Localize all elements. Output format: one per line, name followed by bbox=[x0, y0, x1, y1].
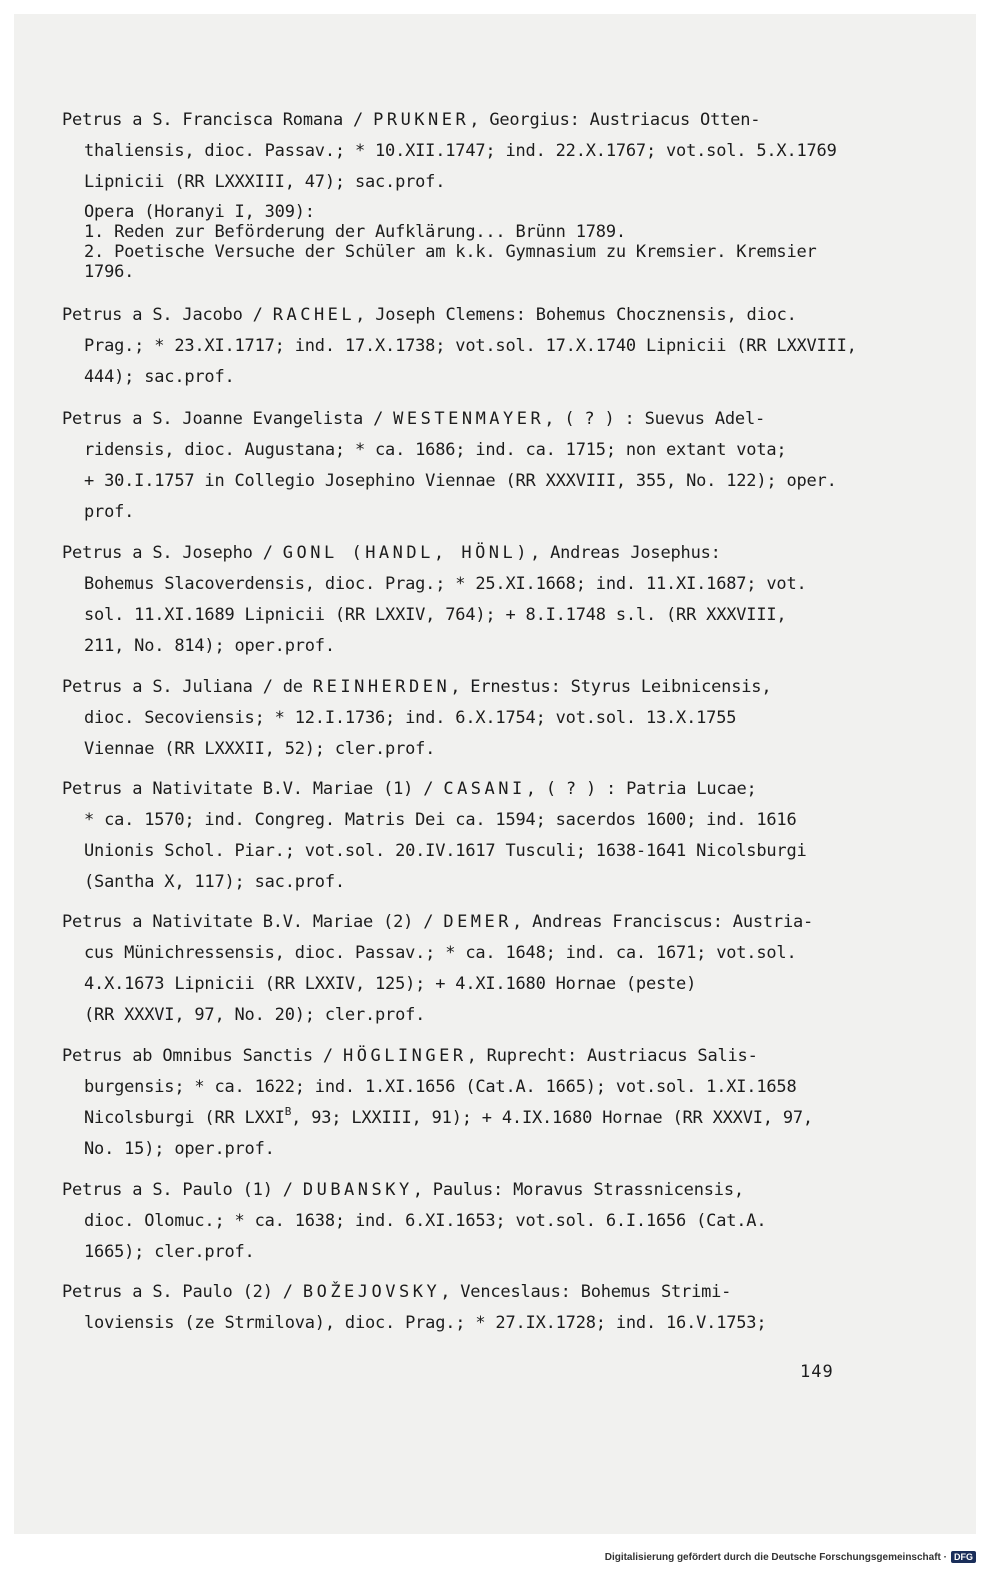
entry-text: , Andreas Franciscus: Austria- bbox=[512, 912, 814, 932]
entry-bozejovsky bbox=[62, 1277, 872, 1339]
footer-text: Digitalisierung gefördert durch die Deutsche Forschungsgemeinschaft · bbox=[604, 1551, 947, 1563]
entry-line: Bohemus Slacoverdensis, dioc. Prag.; * 25.XI.1668; ind. 11.XI.1687; vot. bbox=[84, 574, 807, 594]
entry-text: , Ernestus: Styrus Leibnicensis, bbox=[450, 677, 772, 697]
entry-text: , Paulus: Moravus Strassnicensis, bbox=[412, 1180, 744, 1200]
dfg-logo-icon: DFG bbox=[951, 1551, 976, 1563]
entry-text: , 93; LXXIII, 91); + 4.IX.1680 Hornae (RR XXXVI, 97, bbox=[291, 1108, 813, 1128]
surname: CASANI bbox=[443, 779, 526, 799]
superscript: B bbox=[284, 1105, 292, 1118]
entry-heading: Petrus ab Omnibus Sanctis / bbox=[62, 1046, 343, 1066]
entry-line bbox=[62, 538, 872, 569]
entry-line: ridensis, dioc. Augustana; * ca. 1686; ind. ca. 1715; non extant vota; bbox=[84, 440, 787, 460]
entry-heading: Petrus a S. Joanne Evangelista / bbox=[62, 409, 394, 429]
entry-line bbox=[62, 1103, 872, 1134]
entry-line: 1665); cler.prof. bbox=[84, 1242, 255, 1262]
entry-text: , ( ? ) : Patria Lucae; bbox=[525, 779, 757, 799]
surname: GONL (HANDL, HÖNL) bbox=[282, 543, 531, 563]
entry-dubansky bbox=[62, 1175, 872, 1268]
surname: DEMER bbox=[443, 912, 513, 932]
entry-text: , Andreas Josephus: bbox=[530, 543, 721, 563]
entry-line: 444); sac.prof. bbox=[84, 367, 235, 387]
entry-heading: Petrus a S. Josepho / bbox=[62, 543, 283, 563]
surname: WESTENMAYER bbox=[393, 409, 545, 429]
entry-line: loviensis (ze Strmilova), dioc. Prag.; * 27.IX.1728; ind. 16.V.1753; bbox=[84, 1313, 767, 1333]
entry-line: (Santha X, 117); sac.prof. bbox=[84, 872, 345, 892]
entry-reinherden bbox=[62, 672, 872, 765]
entry-line: No. 15); oper.prof. bbox=[84, 1139, 275, 1159]
entry-line bbox=[62, 1041, 872, 1072]
page-number: 149 bbox=[800, 1362, 834, 1382]
entry-line: dioc. Secoviensis; * 12.I.1736; ind. 6.X.1754; vot.sol. 13.X.1755 bbox=[84, 708, 737, 728]
entry-heading: Petrus a S. Paulo (2) / bbox=[62, 1282, 303, 1302]
entry-text: , Georgius: Austriacus Otten- bbox=[469, 110, 761, 130]
entry-line: (RR XXXVI, 97, No. 20); cler.prof. bbox=[84, 1005, 426, 1025]
entry-line bbox=[62, 1277, 872, 1308]
entry-line bbox=[62, 907, 872, 938]
entry-casani bbox=[62, 774, 872, 898]
opera-heading: Opera (Horanyi I, 309): bbox=[84, 202, 315, 222]
entry-line: + 30.I.1757 in Collegio Josephino Viennae (RR XXXVIII, 355, No. 122); oper. bbox=[84, 471, 837, 491]
entry-line: * ca. 1570; ind. Congreg. Matris Dei ca. 1594; sacerdos 1600; ind. 1616 bbox=[84, 810, 797, 830]
entry-text: , Joseph Clemens: Bohemus Chocznensis, dioc. bbox=[355, 305, 797, 325]
entry-line bbox=[62, 1175, 872, 1206]
entry-line: 211, No. 814); oper.prof. bbox=[84, 636, 335, 656]
surname: PRUKNER bbox=[373, 110, 470, 130]
entry-line bbox=[62, 105, 872, 136]
entry-line: prof. bbox=[84, 502, 135, 522]
entry-line bbox=[62, 300, 872, 331]
opera-item: 2. Poetische Versuche der Schüler am k.k. Gymnasium zu Kremsier. Kremsier bbox=[84, 242, 817, 262]
entry-line bbox=[62, 774, 872, 805]
entry-line: Unionis Schol. Piar.; vot.sol. 20.IV.1617 Tusculi; 1638-1641 Nicolsburgi bbox=[84, 841, 807, 861]
surname: HÖGLINGER bbox=[342, 1046, 467, 1066]
entry-line bbox=[62, 672, 872, 703]
entry-line: 4.X.1673 Lipnicii (RR LXXIV, 125); + 4.XI.1680 Hornae (peste) bbox=[84, 974, 697, 994]
entry-line: Viennae (RR LXXXII, 52); cler.prof. bbox=[84, 739, 436, 759]
surname: DUBANSKY bbox=[302, 1180, 413, 1200]
entry-line: sol. 11.XI.1689 Lipnicii (RR LXXIV, 764); + 8.I.1748 s.l. (RR XXXVIII, bbox=[84, 605, 787, 625]
entry-line: dioc. Olomuc.; * ca. 1638; ind. 6.XI.1653; vot.sol. 6.I.1656 (Cat.A. bbox=[84, 1211, 767, 1231]
entry-text: , ( ? ) : Suevus Adel- bbox=[544, 409, 766, 429]
entry-gonl bbox=[62, 538, 872, 662]
entry-line: burgensis; * ca. 1622; ind. 1.XI.1656 (Cat.A. 1665); vot.sol. 1.XI.1658 bbox=[84, 1077, 797, 1097]
entry-heading: Petrus a S. Paulo (1) / bbox=[62, 1180, 303, 1200]
surname: BOŽEJOVSKY bbox=[302, 1282, 441, 1302]
entry-line: Lipnicii (RR LXXXIII, 47); sac.prof. bbox=[84, 172, 446, 192]
entry-heading: Petrus a S. Francisca Romana / bbox=[62, 110, 374, 130]
entry-heading: Petrus a S. Jacobo / bbox=[62, 305, 273, 325]
surname: REINHERDEN bbox=[312, 677, 451, 697]
entry-text: , Venceslaus: Bohemus Strimi- bbox=[440, 1282, 732, 1302]
entry-pruckner bbox=[62, 105, 872, 282]
opera-item: 1796. bbox=[84, 262, 135, 282]
entry-rachel bbox=[62, 300, 872, 393]
entry-line: Prag.; * 23.XI.1717; ind. 17.X.1738; vot.sol. 17.X.1740 Lipnicii (RR LXXVIII, bbox=[84, 336, 857, 356]
entry-text: , Ruprecht: Austriacus Salis- bbox=[466, 1046, 758, 1066]
entry-line bbox=[62, 404, 872, 435]
entry-line: cus Münichressensis, dioc. Passav.; * ca. 1648; ind. ca. 1671; vot.sol. bbox=[84, 943, 797, 963]
entry-hoglinger bbox=[62, 1041, 872, 1165]
entry-heading: Petrus a S. Juliana / de bbox=[62, 677, 313, 697]
surname: RACHEL bbox=[272, 305, 356, 325]
opera-item: 1. Reden zur Beförderung der Aufklärung... Brünn 1789. bbox=[84, 222, 626, 242]
entry-demer bbox=[62, 907, 872, 1031]
digitization-footer bbox=[605, 1551, 976, 1563]
entry-text: Nicolsburgi (RR LXXI bbox=[84, 1108, 285, 1128]
entry-westenmayer bbox=[62, 404, 872, 528]
entry-line: thaliensis, dioc. Passav.; * 10.XII.1747; ind. 22.X.1767; vot.sol. 5.X.1769 bbox=[84, 141, 837, 161]
entry-heading: Petrus a Nativitate B.V. Mariae (2) / bbox=[62, 912, 444, 932]
entry-heading: Petrus a Nativitate B.V. Mariae (1) / bbox=[62, 779, 444, 799]
